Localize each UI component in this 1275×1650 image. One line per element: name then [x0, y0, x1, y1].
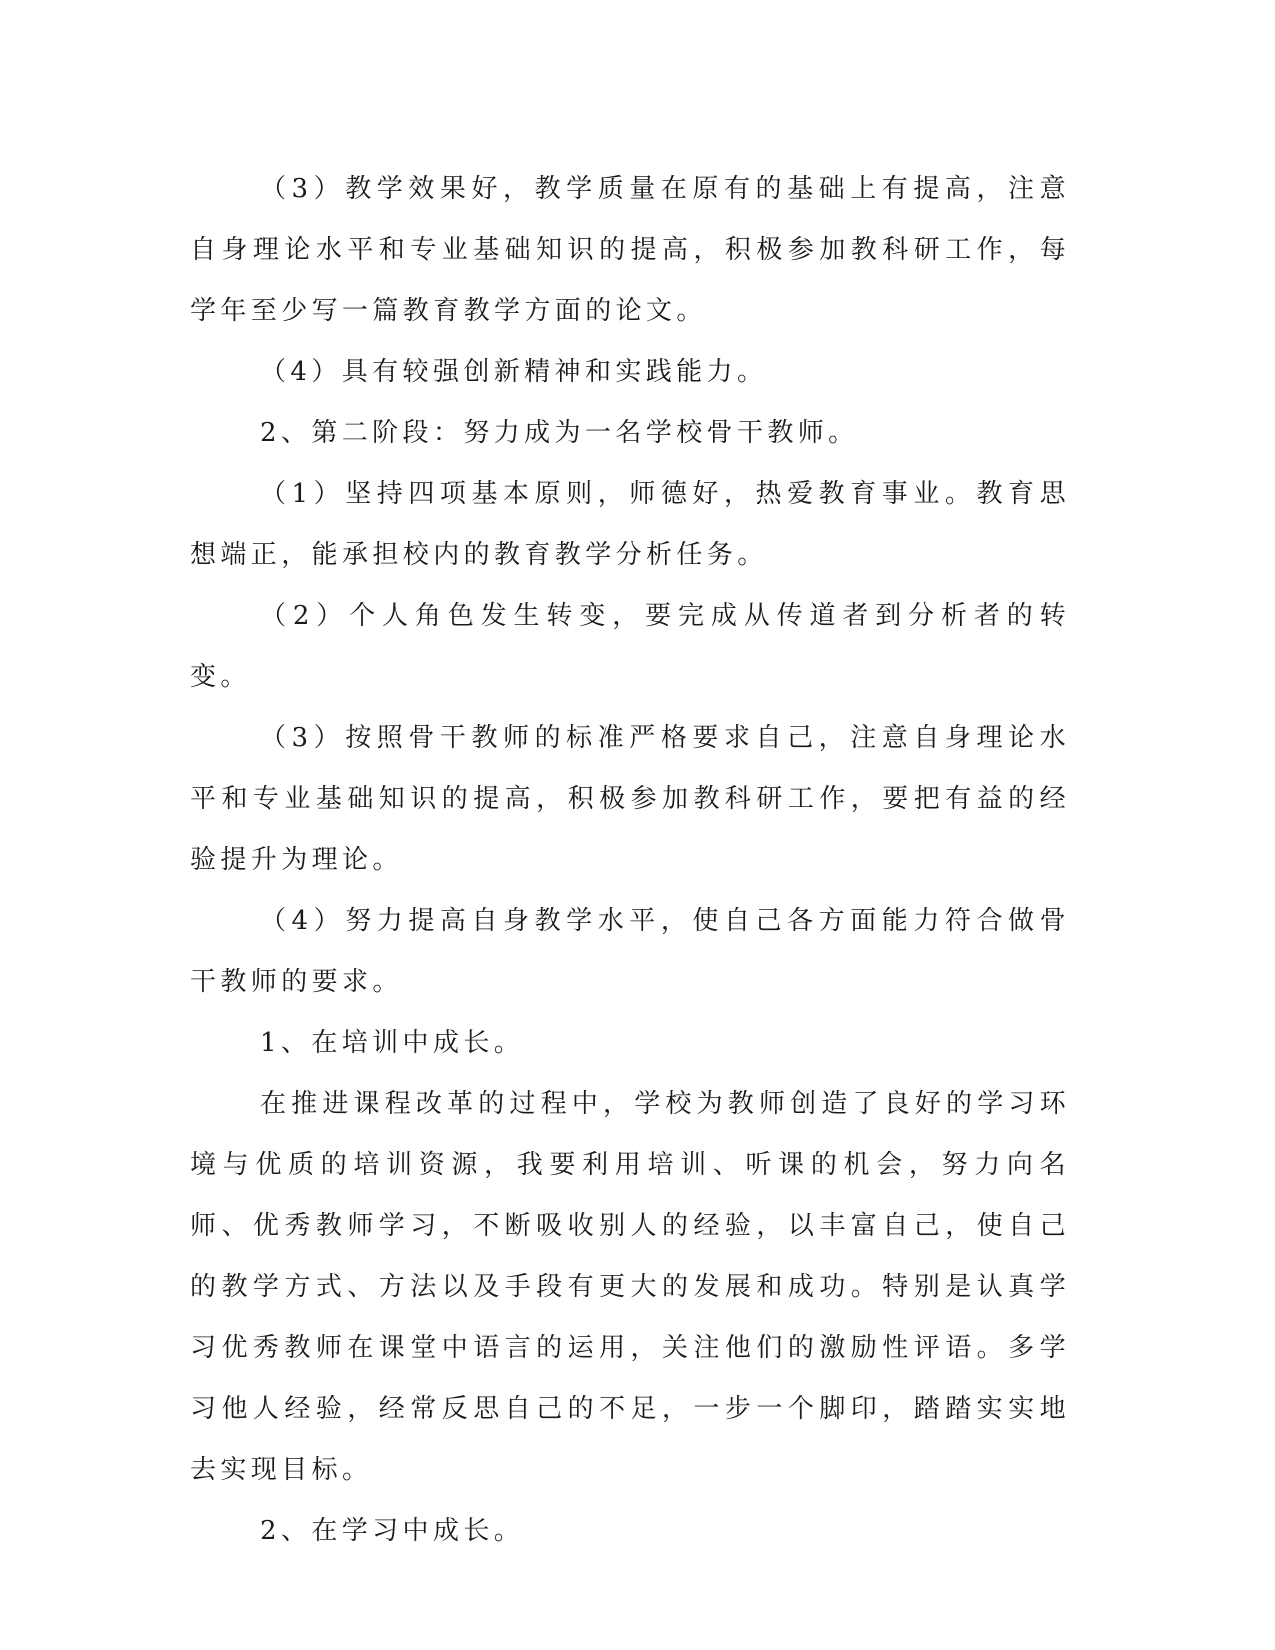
paragraph-stage-2-item-1: （1）坚持四项基本原则，师德好，热爱教育事业。教育思想端正，能承担校内的教育教学分析任务。: [190, 479, 1070, 570]
paragraph-goal-3: （3）教学效果好，教学质量在原有的基础上有提高，注意自身理论水平和专业基础知识的提高，积极参加教科研工作，每学年至少写一篇教育教学方面的论文。: [190, 174, 1070, 326]
paragraph-training-body: 在推进课程改革的过程中，学校为教师创造了良好的学习环境与优质的培训资源，我要利用培训、听课的机会，努力向名师、优秀教师学习，不断吸收别人的经验，以丰富自己，使自己的教学方式、方法以及手段有更大的发展和成功。特别是认真学习优秀教师在课堂中语言的运用，关注他们的激励性评语。多学习他人经验，经常反思自己的不足，一步一个脚印，踏踏实实地去实现目标。: [190, 1089, 1070, 1485]
paragraph-heading-training: 1、在培训中成长。: [260, 1028, 525, 1058]
paragraph-stage-2-item-2: （2）个人角色发生转变，要完成从传道者到分析者的转变。: [190, 601, 1070, 692]
document-body: [190, 159, 1070, 1562]
paragraph-heading-learning: 2、在学习中成长。: [260, 1516, 525, 1546]
paragraph-stage-2-item-4: （4）努力提高自身教学水平，使自己各方面能力符合做骨干教师的要求。: [190, 906, 1070, 997]
paragraph-stage-2-heading: 2、第二阶段：努力成为一名学校骨干教师。: [260, 418, 859, 448]
paragraph-stage-2-item-3: （3）按照骨干教师的标准严格要求自己，注意自身理论水平和专业基础知识的提高，积极参加教科研工作，要把有益的经验提升为理论。: [190, 723, 1070, 875]
paragraph-goal-4: （4）具有较强创新精神和实践能力。: [260, 357, 768, 387]
